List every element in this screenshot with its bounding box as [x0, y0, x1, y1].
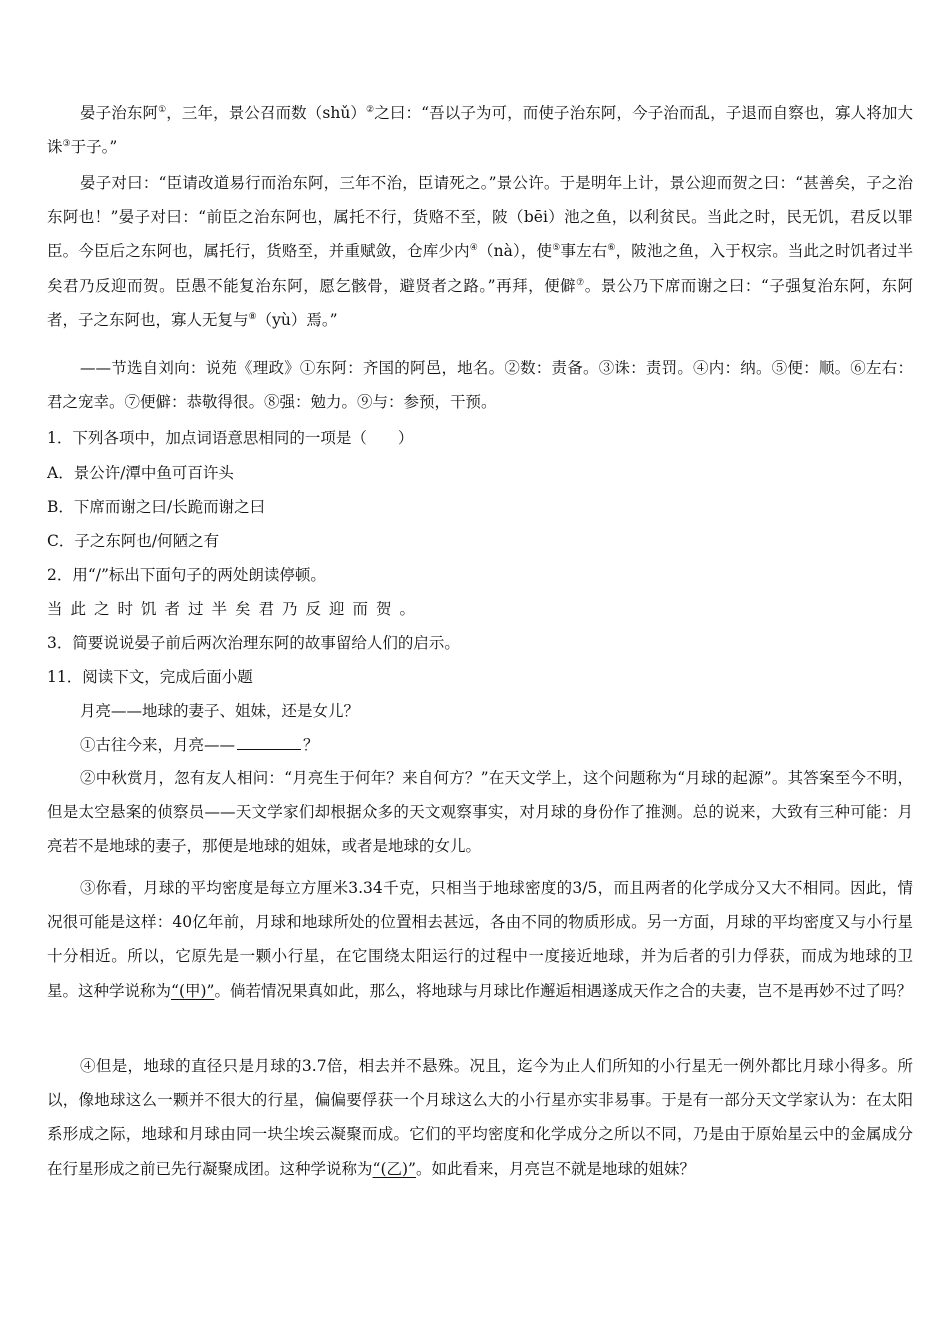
question-1-option-c: C．子之东阿也/何陋之有 — [47, 532, 220, 550]
footnote-marker: ② — [366, 104, 375, 115]
footnote-marker: ④ — [469, 243, 478, 254]
text-run: 事左右 — [560, 242, 608, 261]
text-run: 晏子治东阿 — [80, 104, 159, 122]
text-run: 。如此看来，月亮岂不就是地球的姐妹？ — [415, 1159, 695, 1178]
blank-marker-jia: “(甲)” — [171, 981, 215, 1000]
question-2: 2．用“/”标出下面句子的两处朗读停顿。 — [47, 566, 326, 584]
text-run: 于子。” — [70, 138, 118, 157]
article-paragraph-3 — [47, 871, 913, 1008]
text-run: 之曰：“吾以子为可，而使子治东阿，今子治而乱，子退而自察也，寡人将加大诛 — [47, 104, 913, 157]
footnote-marker: ① — [158, 104, 167, 115]
article-paragraph-4 — [47, 1049, 913, 1186]
passage1-paragraph-1 — [47, 96, 913, 164]
article-paragraph-1 — [80, 734, 946, 756]
question-2-sentence: 当此之时饥者过半矣君乃反迎而贺。 — [47, 600, 424, 618]
article-title: 月亮——地球的妻子、姐妹，还是女儿？ — [80, 702, 360, 720]
section-11-heading: 11．阅读下文，完成后面小题 — [47, 668, 253, 686]
text-run: （nà），使 — [477, 242, 553, 261]
article-paragraph-2: ②中秋赏月，忽有友人相问：“月亮生于何年？来自何方？”在天文学上，这个问题称为“月球的起源”。其答案至今不明，但是太空悬案的侦察员——天文学家们却根据众多的天文观察事实，对月球的身份作了推测。总的说来，大致有三种可能：月亮若不是地球的妻子，那便是地球的姐妹，或者是地球的女儿。 — [47, 769, 913, 856]
footnote-marker: ③ — [62, 139, 71, 150]
question-1: 1．下列各项中，加点词语意思相同的一项是（ ） — [47, 429, 414, 447]
text-run: ③你看，月球的平均密度是每立方厘米3.34千克，只相当于地球密度的3/5，而且两者的化学成分又大不相同。因此，情况很可能是这样：40亿年前，月球和地球所处的位置相去甚远，各由不同的物质形成。另一方面，月球的平均密度又与小行星十分相近。所以，它原先是一颗小行星，在它围绕太阳运行的过程中一度接近地球，并为后者的引力俘获，而成为地球的卫星。这种学说称为 — [47, 879, 913, 1000]
text-run: ，陂池之鱼，入于权宗。当此之时饥者过半矣君乃反迎而贺。臣愚不能复治东阿，愿乞骸骨，避贤者之路。”再拜，便僻 — [47, 242, 913, 295]
text-run: （yù）焉。” — [256, 310, 338, 329]
text-run: 。景公乃下席而谢之曰：“子强复治东阿，东阿者，子之东阿也，寡人无复与 — [47, 276, 913, 329]
text-run: 。倘若情况果真如此，那么，将地球与月球比作邂逅相遇遂成天作之合的夫妻，岂不是再妙不过了吗？ — [214, 981, 912, 1000]
text-run: ？ — [303, 736, 319, 754]
footnote-marker: ⑦ — [576, 277, 585, 288]
footnote-marker: ⑧ — [248, 311, 257, 322]
text-run: ④但是，地球的直径只是月球的3.7倍，相去并不悬殊。况且，迄今为止人们所知的小行星无一例外都比月球小得多。所以，像地球这么一颗并不很大的行星，偏偏要俘获一个月球这么大的小行星亦实非易事。于是有一部分天文学家认为：在太阳系形成之际，地球和月球由同一块尘埃云凝聚而成。它们的平均密度和化学成分之所以不同，乃是由于原始星云中的金属成分在行星形成之前已先行凝聚成团。这种学说称为 — [47, 1057, 913, 1178]
passage1-source-notes: ——节选自刘向：说苑《理政》①东阿：齐国的阿邑，地名。②数：责备。③诛：责罚。④内：纳。⑤便：顺。⑥左右：君之宠幸。⑦便僻：恭敬得很。⑧强：勉力。⑨与：参预，干预。 — [47, 359, 913, 412]
text-run: ，三年，景公召而数（shǔ） — [166, 104, 367, 122]
question-1-option-a: A．景公许/潭中鱼可百许头 — [47, 464, 234, 482]
blank-marker-yi: “(乙)” — [372, 1159, 416, 1178]
footnote-marker: ⑤ — [552, 243, 561, 254]
text-run: ①古往今来，月亮—— — [80, 736, 236, 754]
question-3: 3．简要说说晏子前后两次治理东阿的故事留给人们的启示。 — [47, 634, 460, 652]
answer-blank[interactable] — [237, 734, 301, 750]
passage1-paragraph-2 — [47, 166, 913, 337]
text-run: 晏子对曰：“臣请改道易行而治东阿，三年不治，臣请死之。”景公许。于是明年上计，景公迎而贺之曰：“甚善矣，子之治东阿也！”晏子对曰：“前臣之治东阿也，属托不行，货赂不至，陂（bēi）池之鱼，以利贫民。当此之时，民无饥，君反以罪臣。今臣后之东阿也，属托行，货赂至，并重赋敛，仓库少内 — [47, 174, 913, 261]
footnote-marker: ⑥ — [607, 243, 616, 254]
question-1-option-b: B．下席而谢之曰/长跪而谢之曰 — [47, 498, 266, 516]
